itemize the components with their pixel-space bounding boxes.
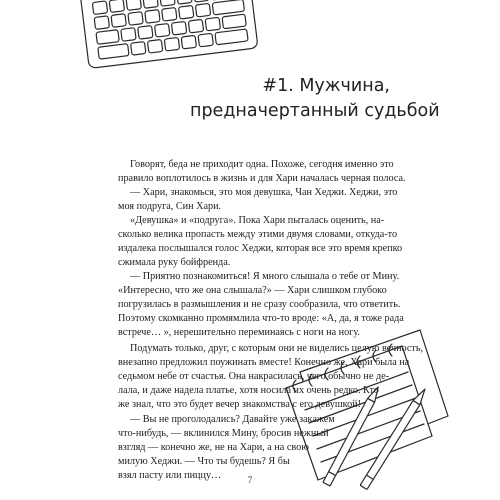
text-line: погрузилась в размышления и не сразу сообразила, что ответить. (118, 299, 401, 310)
text-line: же знал, что это будет вечер знакомства с его девушкой! (118, 399, 362, 410)
text-line: сколько велика пропасть между этими двумя словами, откуда-то (118, 229, 398, 240)
text-line: моя подруга, Син Хари. (118, 201, 222, 212)
text-line: внезапно предложил поужинать вместе! Конечно же, Хари была на (118, 357, 410, 368)
text-line: «Девушка» и «подруга». Пока Хари пыталась оценить, на- (130, 215, 385, 226)
text-line: что-нибудь, — вклинился Мину, бросив нежный (118, 428, 329, 439)
text-line: — Приятно познакомиться! Я много слышала о тебе от Мину. (130, 271, 400, 282)
text-line: Говорят, беда не приходит одна. Похоже, сегодня именно это (130, 159, 394, 170)
text-line: взял пасту или пиццу… (118, 470, 222, 481)
chapter-title-line-1: #1. Мужчина, (262, 76, 390, 96)
text-line: — Вы не проголодались? Давайте уже закажем (130, 414, 335, 425)
text-line: седьмом небе от счастья. Она накрасилась, чего обычно не де- (118, 371, 390, 382)
page-number: 7 (247, 475, 253, 485)
text-line: взгляд — конечно же, не на Хари, а на свою (118, 442, 309, 453)
text-line: «Интересно, что же она слышала?» — Хари слишком глубоко (118, 285, 387, 296)
text-line: лала, и даже надела платье, хотя носила их очень редко. Кто (118, 385, 379, 396)
text-line: сжимала руку бойфренда. (118, 257, 231, 268)
text-line: издалека послышался голос Хеджи, которая все это время крепко (118, 243, 403, 254)
chapter-title-line-2: предначертанный судьбой (190, 101, 440, 121)
chapter-title (190, 74, 440, 124)
text-line: милую Хеджи. — Что ты будешь? Я бы (118, 456, 290, 467)
text-line: правило воплотилось в жизнь и для Хари началась черная полоса. (118, 173, 406, 184)
text-line: Поэтому скомканно промямлила что-то вроде: «А, да, я тоже рада (118, 313, 404, 324)
text-line: встрече… », нерешительно переминаясь с ноги на ногу. (118, 327, 360, 338)
text-line: — Хари, знакомься, это моя девушка, Чан Хеджи. Хеджи, это (130, 187, 398, 198)
text-line: Подумать только, друг, с которым они не виделись целую вечность, (130, 343, 424, 354)
